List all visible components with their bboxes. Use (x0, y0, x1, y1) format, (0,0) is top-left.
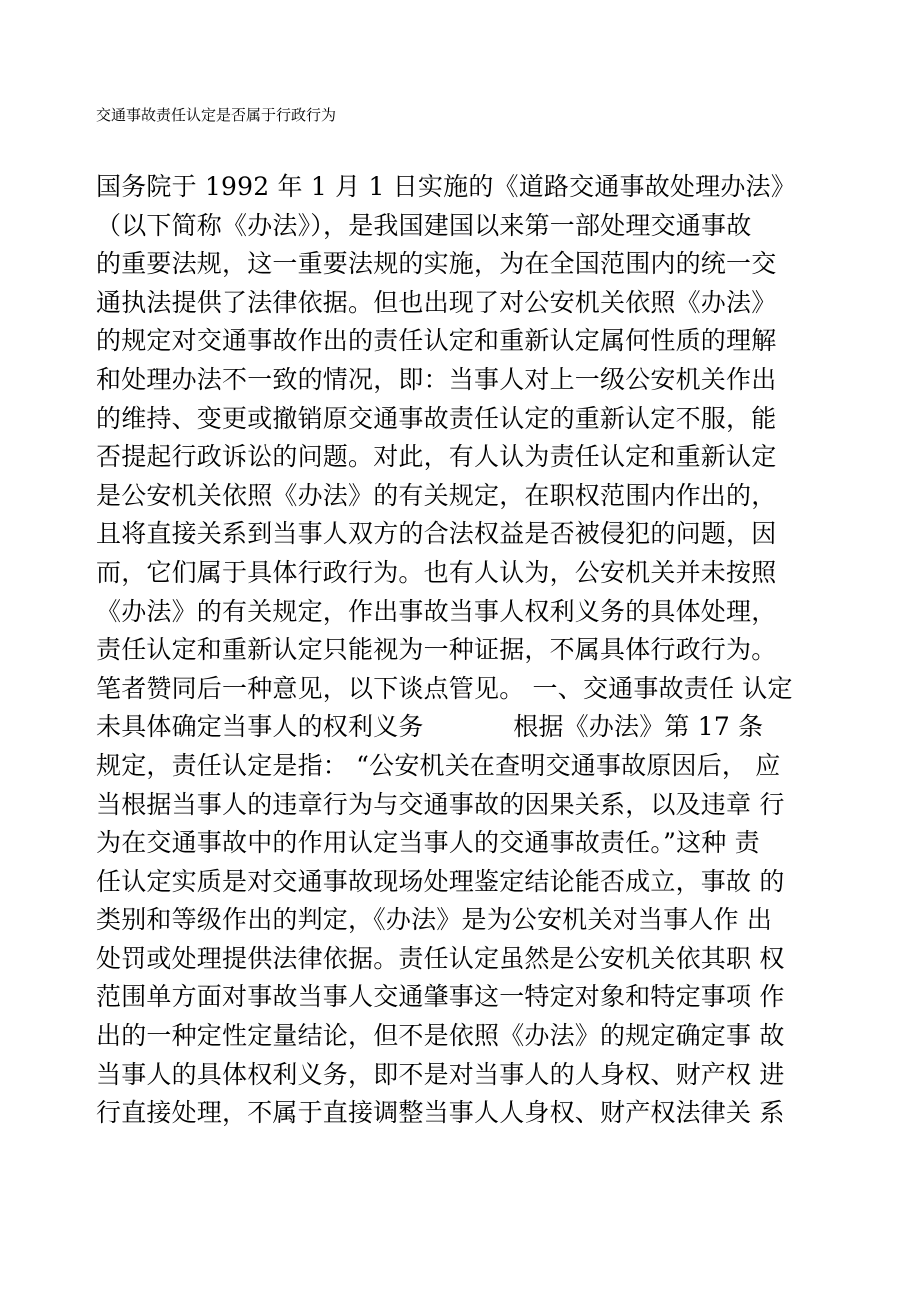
text-line: 《办法》的有关规定，作出事故当事人权利义务的具体处理， (96, 596, 777, 626)
text-line: 规定，责任认定是指： “公安机关在查明交通事故原因后， 应 (96, 750, 781, 780)
text-line: 未具体确定当事人的权利义务 根据《办法》第 17 条 (96, 712, 764, 742)
text-line: 否提起行政诉讼的问题。对此，有人认为责任认定和重新认定 (96, 442, 777, 472)
text-line: 而，它们属于具体行政行为。也有人认为，公安机关并未按照 (96, 557, 777, 587)
text-line: 的维持、变更或撤销原交通事故责任认定的重新认定不服，能 (96, 403, 777, 433)
text-line: 出的一种定性定量结论，但不是依照《办法》的规定确定事 故 (96, 1021, 785, 1051)
text-line: 是公安机关依照《办法》的有关规定，在职权范围内作出的， (96, 480, 777, 510)
text-line: 且将直接关系到当事人双方的合法权益是否被侵犯的问题，因 (96, 519, 777, 549)
text-line: 处罚或处理提供法律依据。责任认定虽然是公安机关依其职 权 (96, 943, 785, 973)
text-line: 类别和等级作出的判定，《办法》是为公安机关对当事人作 出 (96, 905, 773, 935)
text-line: 和处理办法不一致的情况，即：当事人对上一级公安机关作出 (96, 364, 777, 394)
text-line: 当根据当事人的违章行为与交通事故的因果关系，以及违章 行 (96, 789, 785, 819)
document-title: 交通事故责任认定是否属于行政行为 (96, 106, 337, 124)
text-line: （以下简称《办法》），是我国建国以来第一部处理交通事故 (96, 210, 752, 240)
text-line: 笔者赞同后一种意见，以下谈点管见。 一、交通事故责任 认定 (96, 673, 793, 703)
text-line: 范围单方面对事故当事人交通肇事这一特定对象和特定事项 作 (96, 982, 785, 1012)
body-paragraph (96, 168, 836, 1133)
text-line: 国务院于 1992 年 1 月 1 日实施的《道路交通事故处理办法》 (96, 172, 796, 201)
text-line: 为在交通事故中的作用认定当事人的交通事故责任。”这种 责 (96, 828, 760, 858)
text-line: 责任认定和重新认定只能视为一种证据，不属具体行政行为。 (96, 635, 777, 665)
text-line: 行直接处理，不属于直接调整当事人人身权、财产权法律关 系 (96, 1098, 785, 1128)
text-line: 的重要法规，这一重要法规的实施，为在全国范围内的统一交 (96, 249, 777, 279)
text-line: 当事人的具体权利义务，即不是对当事人的人身权、财产权 进 (96, 1059, 785, 1089)
text-line: 任认定实质是对交通事故现场处理鉴定结论能否成立，事故 的 (96, 866, 785, 896)
text-line: 的规定对交通事故作出的责任认定和重新认定属何性质的理解 (96, 326, 777, 356)
text-line: 通执法提供了法律依据。但也出现了对公安机关依照《办法》 (96, 287, 777, 317)
